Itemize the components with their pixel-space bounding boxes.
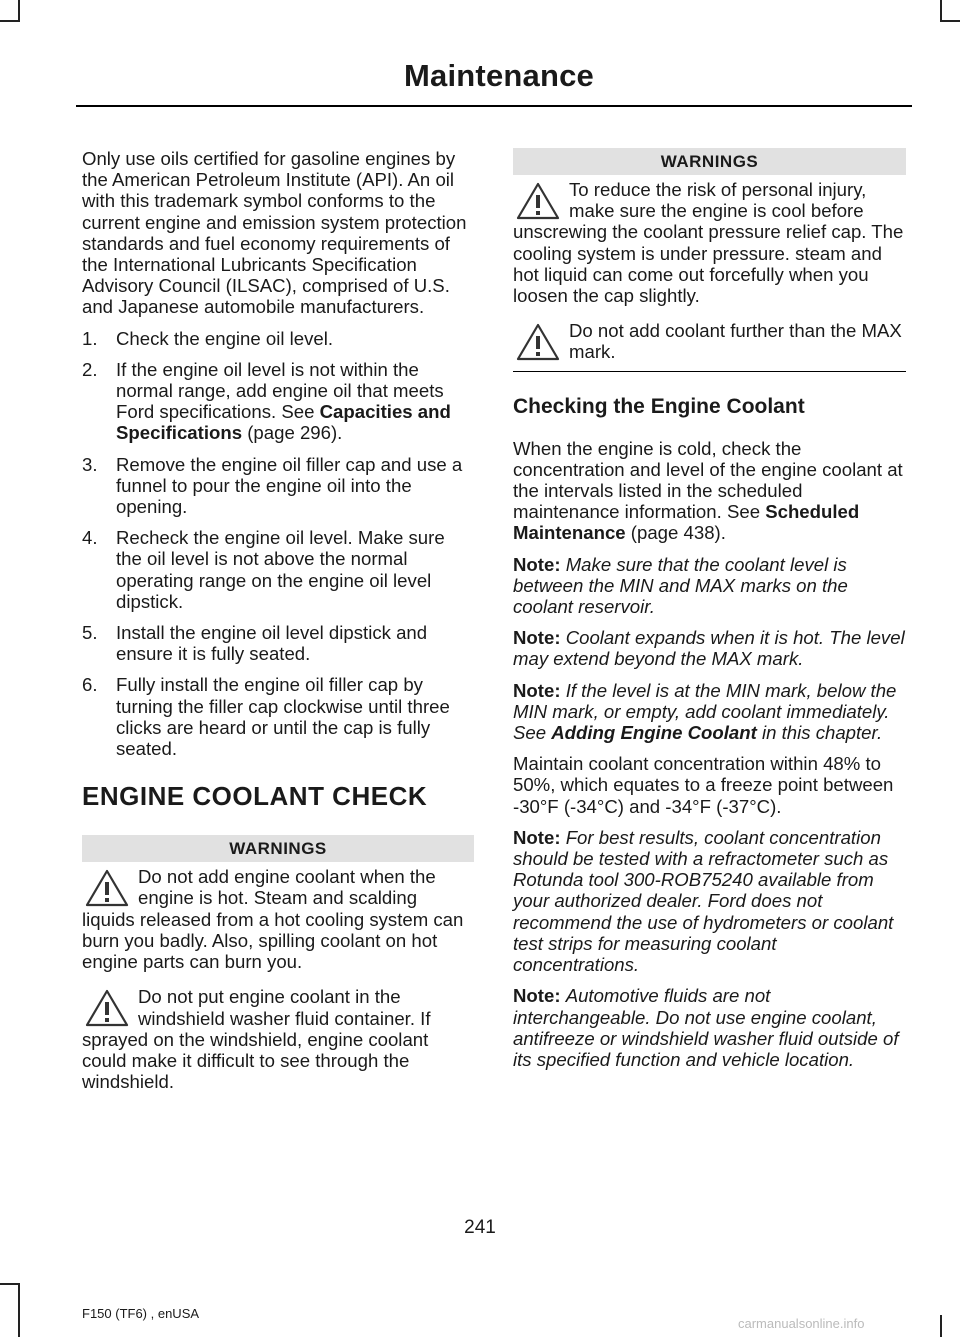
adding-engine-coolant-link[interactable]: Adding Engine Coolant — [551, 722, 757, 744]
step-text: Fully install the engine oil filler cap by turning the filler cap clockwise until three clicks are heard or until the cap is fully seated. — [116, 674, 450, 760]
step-text: Check the engine oil level. — [116, 327, 334, 349]
warning-block — [82, 986, 474, 1092]
warning-text: To reduce the risk of personal injury, make sure the engine is cool before unscrewing the coolant pressure relief cap. The cooling system is under pressure. steam and hot liquid can come out forcefully when you loosen the cap slightly. — [513, 179, 904, 307]
note-text-suffix: in this chapter. — [756, 722, 883, 744]
warning-triangle-icon — [515, 322, 561, 362]
paragraph-suffix: (page 438). — [625, 522, 726, 544]
crop-mark-top-left-h — [0, 20, 20, 22]
note-label: Note: — [513, 826, 561, 848]
list-item — [82, 328, 474, 349]
warning-block — [513, 320, 906, 362]
note-paragraph — [513, 627, 906, 669]
step-text: If the engine oil level is not within the normal range, add engine oil that meets Ford specifications. See — [116, 358, 444, 423]
warning-text: Do not put engine coolant in the windshield washer fluid container. If sprayed on the windshield, engine coolant could make it difficult to see through the windshield. — [82, 986, 431, 1093]
note-text: For best results, coolant concentration should be tested with a refractometer such as Rotunda tool 300-ROB75240 available from your authorized dealer. Ford does not recommend the use of hydrometers or coolant test strips for measuring coolant concentrations. — [513, 826, 894, 976]
step-number: 4. — [82, 527, 98, 549]
crop-mark-bottom-left-v — [18, 1283, 20, 1337]
warning-triangle-icon — [84, 868, 130, 908]
warning-text: Do not add engine coolant when the engine is hot. Steam and scalding liquids released from a hot cooling system can burn you badly. Also, spilling coolant on hot engine parts can burn you. — [82, 866, 464, 973]
page-title: Maintenance — [404, 58, 594, 93]
warnings-heading: WARNINGS — [513, 148, 906, 175]
left-column — [82, 148, 474, 1106]
crop-mark-top-right-v — [940, 0, 942, 22]
note-paragraph — [513, 554, 906, 618]
step-number: 1. — [82, 327, 98, 349]
list-item — [82, 454, 474, 518]
note-text: Make sure that the coolant level is between the MIN and MAX marks on the coolant reservoir. — [513, 553, 848, 618]
note-label: Note: — [513, 627, 561, 649]
step-text-suffix: (page 296). — [242, 422, 343, 444]
crop-mark-top-right-h — [940, 20, 960, 22]
list-item — [82, 674, 474, 759]
step-number: 6. — [82, 674, 98, 696]
note-text: If the level is at the MIN mark, below the MIN mark, or empty, add coolant immediately. See — [513, 679, 897, 744]
step-number: 3. — [82, 453, 98, 475]
page-number: 241 — [464, 1217, 496, 1238]
note-label: Note: — [513, 985, 561, 1007]
list-item — [82, 359, 474, 444]
list-item — [82, 527, 474, 612]
watermark: carmanualsonline.info — [738, 1316, 865, 1331]
header-rule — [76, 105, 912, 107]
step-number: 2. — [82, 358, 98, 380]
warning-triangle-icon — [84, 988, 130, 1028]
note-text: Automotive fluids are not interchangeable. Do not use engine coolant, antifreeze or windshield washer fluid outside of its specified function and vehicle location. — [513, 985, 899, 1070]
note-paragraph — [513, 680, 906, 744]
warnings-heading: WARNINGS — [82, 835, 474, 862]
step-text: Remove the engine oil filler cap and use a funnel to pour the engine oil into the opening. — [116, 453, 463, 518]
warning-triangle-icon — [515, 181, 561, 221]
step-text: Recheck the engine oil level. Make sure the oil level is not above the normal operating range on the engine oil level dipstick. — [116, 527, 445, 612]
warning-block — [82, 866, 474, 972]
scheduled-maintenance-link[interactable]: Scheduled Maintenance — [513, 501, 860, 544]
coolant-check-paragraph — [513, 438, 906, 544]
warning-text: Do not add coolant further than the MAX mark. — [569, 320, 902, 363]
crop-mark-top-left-v — [18, 0, 20, 22]
warning-block — [513, 179, 906, 306]
footer-doc-id: F150 (TF6) , enUSA — [82, 1306, 200, 1321]
note-text: Coolant expands when it is hot. The level may extend beyond the MAX mark. — [513, 627, 905, 670]
coolant-concentration-paragraph: Maintain coolant concentration within 48% to 50%, which equates to a freeze point between -30°F (-34°C) and -34°F (-37°C). — [513, 753, 894, 817]
note-paragraph — [513, 827, 906, 975]
warnings-end-rule — [513, 371, 906, 372]
right-column — [513, 148, 906, 1080]
note-label: Note: — [513, 679, 561, 701]
subsection-heading-checking-coolant: Checking the Engine Coolant — [513, 394, 805, 418]
oil-intro-paragraph: Only use oils certified for gasoline engines by the American Petroleum Institute (API). An oil with this trademark symbol conforms to the current engine and emission system protection standards and fuel economy requirements of the International Lubricants Specification Advisory Council (ILSAC), comprised of U.S. and Japanese automobile manufacturers. — [82, 148, 467, 318]
crop-mark-bottom-left-h — [0, 1283, 20, 1285]
oil-steps-list — [82, 328, 474, 760]
section-heading-engine-coolant-check: ENGINE COOLANT CHECK — [82, 781, 428, 812]
paragraph-text: When the engine is cold, check the concentration and level of the engine coolant at the intervals listed in the scheduled maintenance information. See — [513, 437, 903, 523]
crop-mark-bottom-right-v — [940, 1315, 942, 1337]
note-label: Note: — [513, 553, 561, 575]
step-text: Install the engine oil level dipstick and ensure it is fully seated. — [116, 622, 428, 665]
capacities-specs-link[interactable]: Capacities and Specifications — [116, 401, 451, 444]
list-item — [82, 622, 474, 664]
note-paragraph — [513, 985, 906, 1070]
step-number: 5. — [82, 622, 98, 644]
